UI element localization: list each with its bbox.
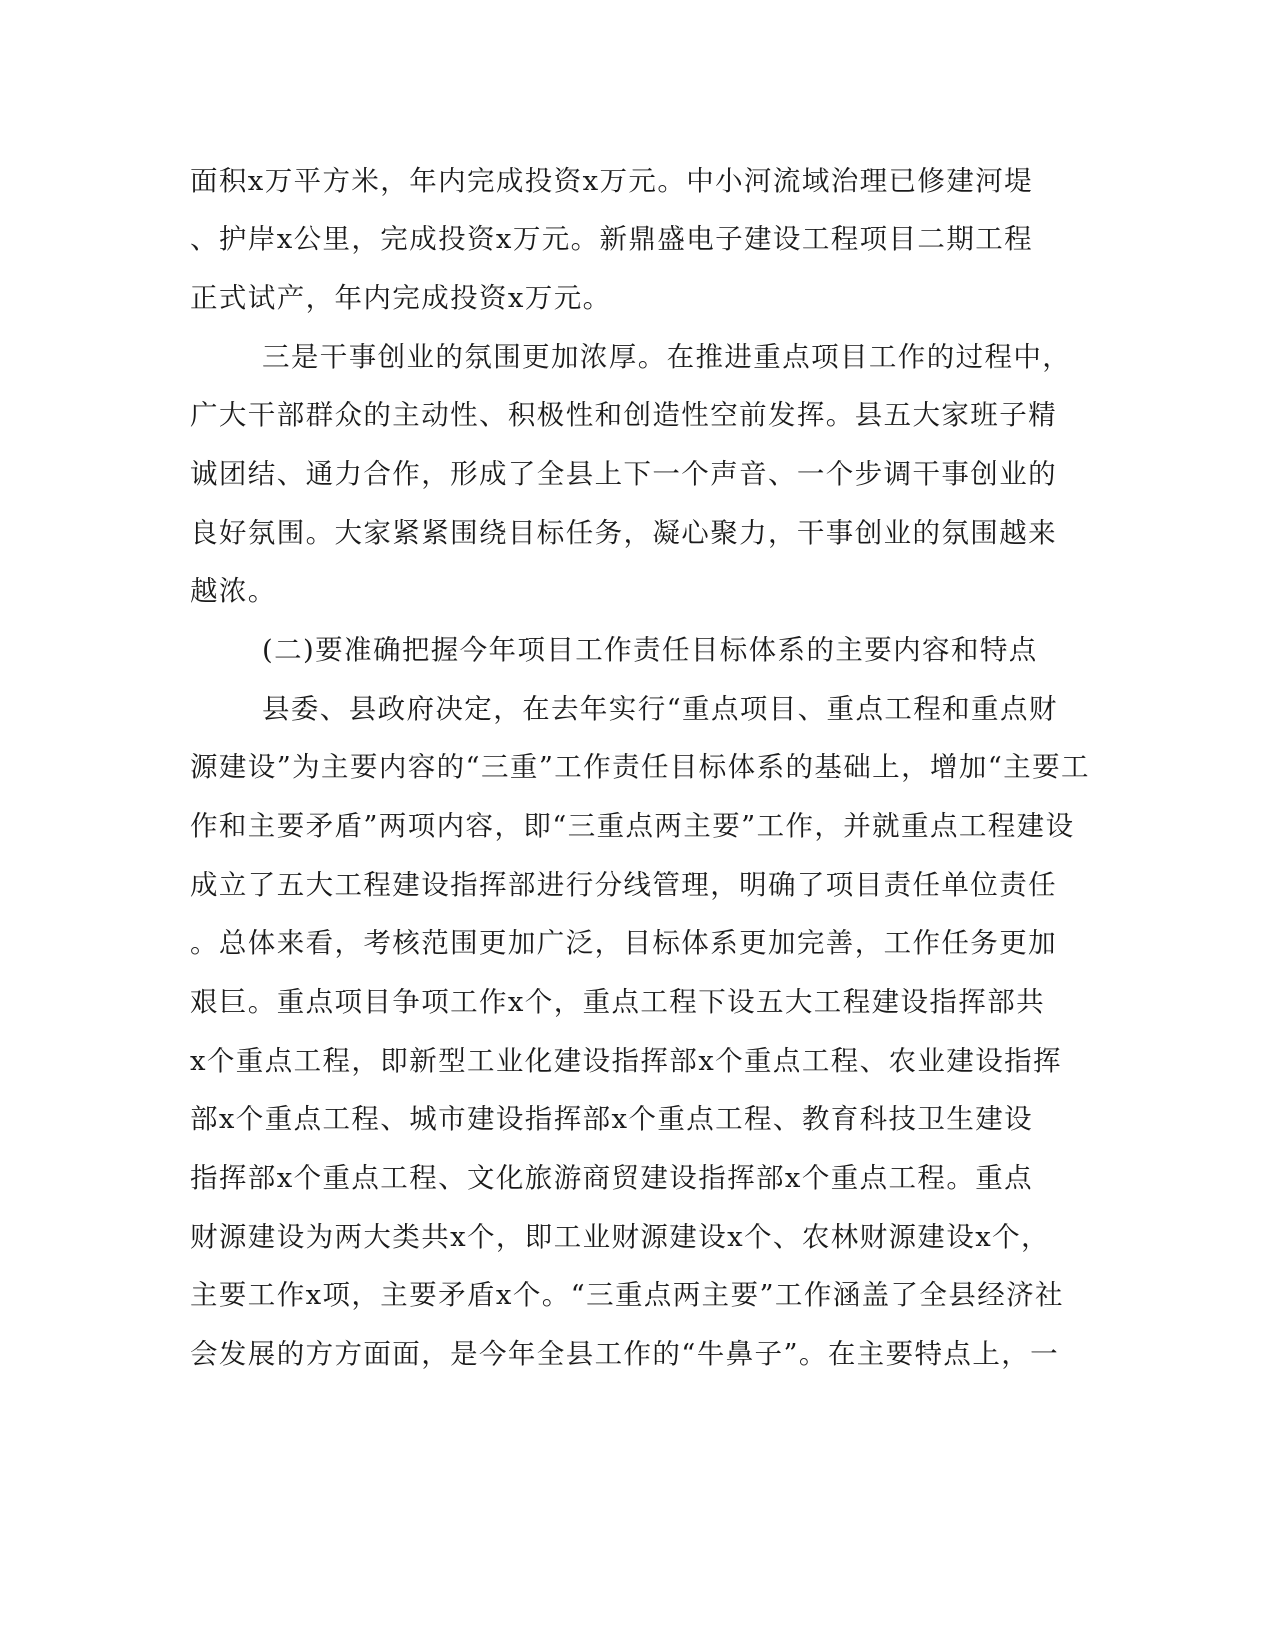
text-line: 财源建设为两大类共x个，即工业财源建设x个、农林财源建设x个， <box>190 1221 1050 1253</box>
text-line: 源建设”为主要内容的“三重”工作责任目标体系的基础上，增加“主要工 <box>190 751 1090 783</box>
text-line: x个重点工程，即新型工业化建设指挥部x个重点工程、农业建设指挥 <box>190 1045 1062 1077</box>
text-line: 会发展的方方面面，是今年全县工作的“牛鼻子”。在主要特点上，一 <box>190 1338 1060 1370</box>
text-line: 成立了五大工程建设指挥部进行分线管理，明确了项目责任单位责任 <box>190 869 1057 901</box>
text-line: 指挥部x个重点工程、文化旅游商贸建设指挥部x个重点工程。重点 <box>190 1162 1034 1194</box>
text-line: 艰巨。重点项目争项工作x个，重点工程下设五大工程建设指挥部共 <box>190 986 1046 1018</box>
text-line: 、护岸x公里，完成投资x万元。新鼎盛电子建设工程项目二期工程 <box>190 223 1034 255</box>
text-line: 作和主要矛盾”两项内容，即“三重点两主要”工作，并就重点工程建设 <box>190 810 1075 842</box>
text-line: 诚团结、通力合作，形成了全县上下一个声音、一个步调干事创业的 <box>190 458 1057 490</box>
section-heading: (二)要准确把握今年项目工作责任目标体系的主要内容和特点 <box>262 634 1038 666</box>
text-line: 部x个重点工程、城市建设指挥部x个重点工程、教育科技卫生建设 <box>190 1103 1034 1135</box>
text-line: 良好氛围。大家紧紧围绕目标任务，凝心聚力，干事创业的氛围越来 <box>190 517 1057 549</box>
text-line: 面积x万平方米，年内完成投资x万元。中小河流域治理已修建河堤 <box>190 165 1034 197</box>
text-line: 主要工作x项，主要矛盾x个。“三重点两主要”工作涵盖了全县经济社 <box>190 1279 1064 1311</box>
paragraph-first-line: 县委、县政府决定，在去年实行“重点项目、重点工程和重点财 <box>262 693 1058 725</box>
paragraph-first-line: 三是干事创业的氛围更加浓厚。在推进重点项目工作的过程中， <box>262 341 1072 373</box>
text-line: 。总体来看，考核范围更加广泛，目标体系更加完善，工作任务更加 <box>190 927 1057 959</box>
text-line: 正式试产，年内完成投资x万元。 <box>190 282 612 314</box>
text-line: 广大干部群众的主动性、积极性和创造性空前发挥。县五大家班子精 <box>190 399 1057 431</box>
text-line: 越浓。 <box>190 575 277 607</box>
